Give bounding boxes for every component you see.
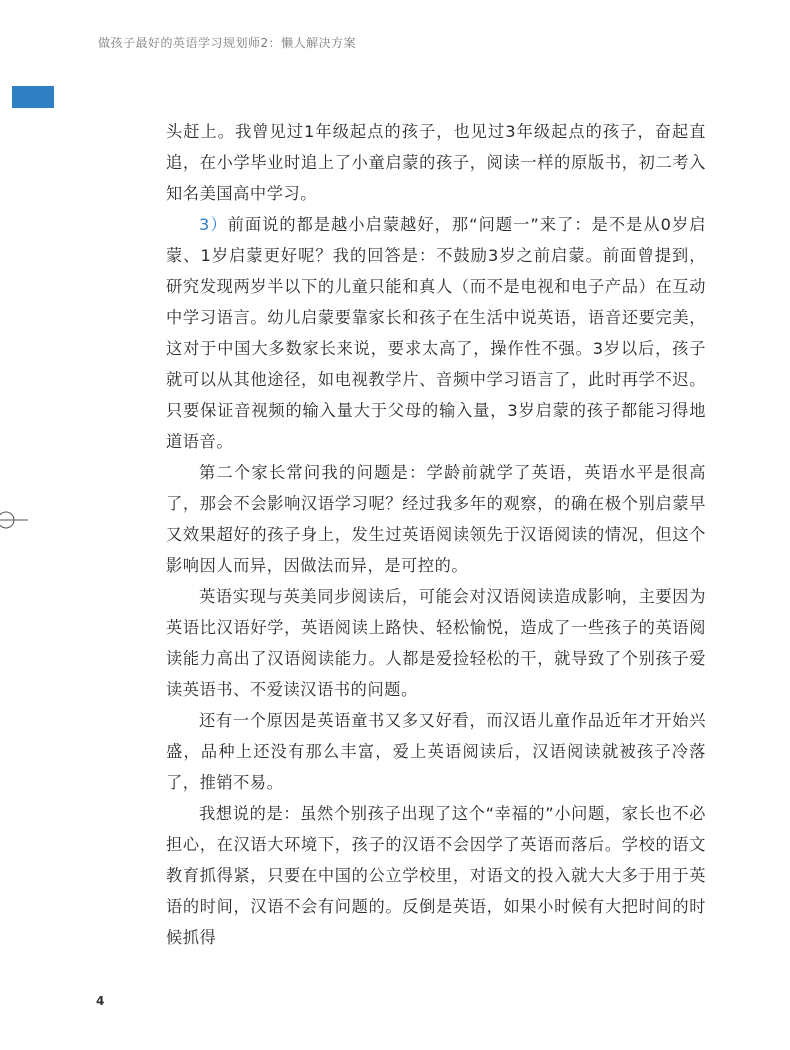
page-number: 4 xyxy=(96,994,105,1008)
paragraph: 英语实现与英美同步阅读后，可能会对汉语阅读造成影响，主要因为英语比汉语好学，英语阅读上路快、轻松愉悦，造成了一些孩子的英语阅读能力高出了汉语阅读能力。人都是爱捡轻松的干，就导致了个别孩子爱读英语书、不爱读汉语书的问题。 xyxy=(166,587,706,699)
paragraph: 第二个家长常问我的问题是：学龄前就学了英语，英语水平是很高了，那会不会影响汉语学习呢？经过我多年的观察，的确在极个别启蒙早又效果超好的孩子身上，发生过英语阅读领先于汉语阅读的情况，但这个影响因人而异，因做法而异，是可控的。 xyxy=(166,463,706,575)
running-header: 做孩子最好的英语学习规划师2：懒人解决方案 xyxy=(98,36,357,50)
crop-mark-icon xyxy=(0,506,28,534)
list-marker: 3） xyxy=(199,215,228,234)
paragraph: 我想说的是：虽然个别孩子出现了这个“幸福的”小问题，家长也不必担心，在汉语大环境下，孩子的汉语不会因学了英语而落后。学校的语文教育抓得紧，只要在中国的公立学校里，对语文的投入就大大多于用于英语的时间，汉语不会有问题的。反倒是英语，如果小时候有大把时间的时候抓得 xyxy=(166,804,706,947)
body-text xyxy=(166,116,706,953)
chapter-tab-marker xyxy=(12,86,54,108)
paragraph: 还有一个原因是英语童书又多又好看，而汉语儿童作品近年才开始兴盛，品种上还没有那么丰富，爱上英语阅读后，汉语阅读就被孩子冷落了，推销不易。 xyxy=(166,711,706,792)
paragraph-point-3: 3）前面说的都是越小启蒙越好，那“问题一”来了：是不是从0岁启蒙、1岁启蒙更好呢？我的回答是：不鼓励3岁之前启蒙。前面曾提到，研究发现两岁半以下的儿童只能和真人（而不是电视和电子产品）在互动中学习语言。幼儿启蒙要靠家长和孩子在生活中说英语，语音还要完美，这对于中国大多数家长来说，要求太高了，操作性不强。3岁以后，孩子就可以从其他途径，如电视教学片、音频中学习语言了，此时再学不迟。只要保证音视频的输入量大于父母的输入量，3岁启蒙的孩子都能习得地道语音。 xyxy=(166,215,706,451)
paragraph-continued: 头赶上。我曾见过1年级起点的孩子，也见过3年级起点的孩子，奋起直追，在小学毕业时追上了小童启蒙的孩子，阅读一样的原版书，初二考入知名美国高中学习。 xyxy=(166,122,706,203)
